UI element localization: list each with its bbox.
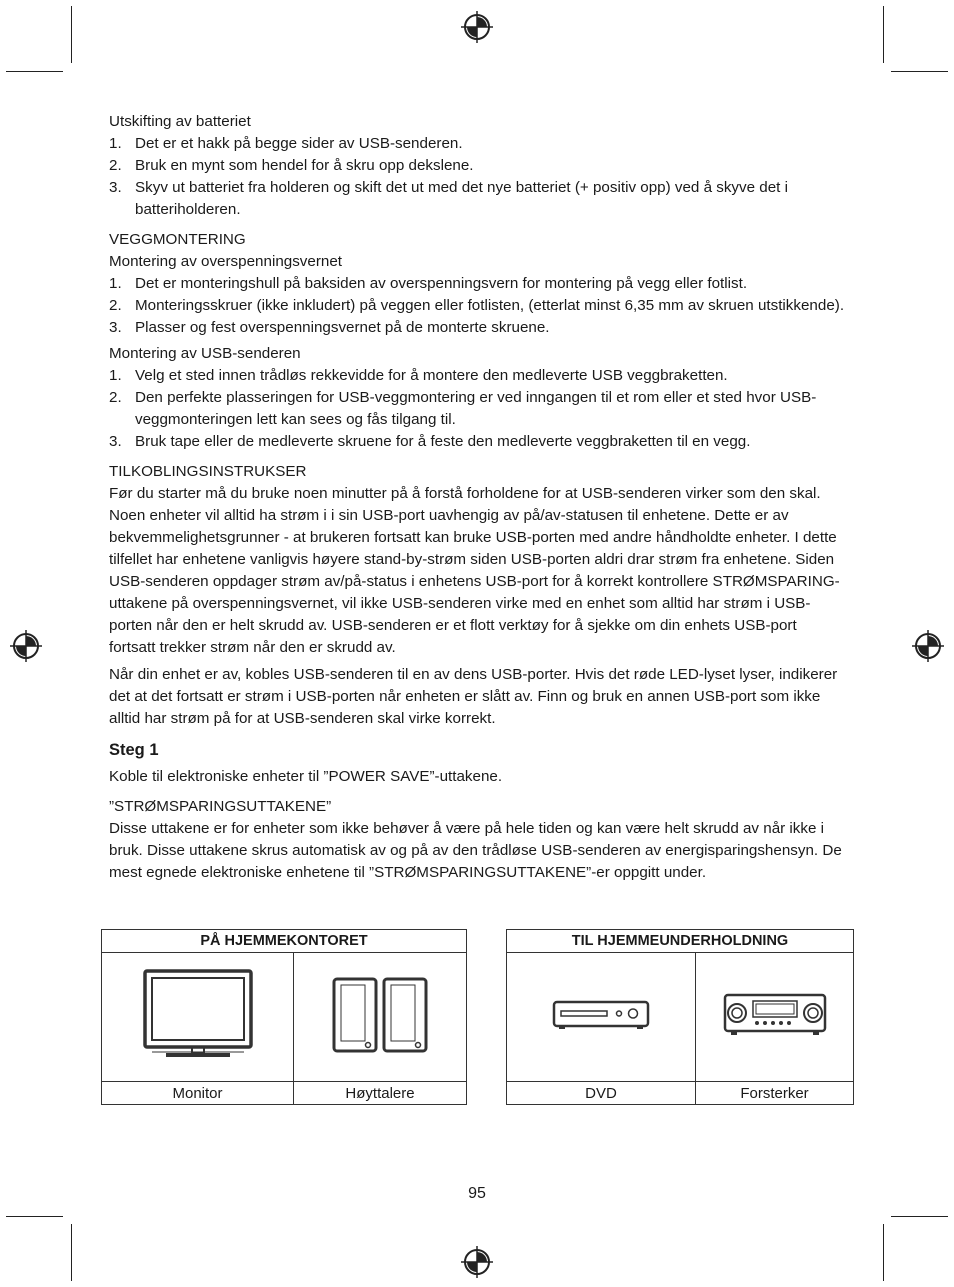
office-table-header: PÅ HJEMMEKONTORET (102, 930, 467, 953)
connection-paragraph-2: Når din enhet er av, kobles USB-senderen til en av dens USB-porter. Hvis det røde LED-lyset lyser, indikerer det at det fortsatt er strøm i USB-porten når enheten er slått av. Finn og bruk en annen USB-port som ikke alltid har strøm på for at USB-senderen skal virke korrekt. (109, 666, 838, 727)
dvd-player-icon (551, 999, 651, 1031)
battery-steps (109, 133, 845, 221)
surge-mount-title: Montering av overspenningsvernet (109, 253, 343, 270)
list-text: Bruk en mynt som hendel for å skru opp dekslene. (135, 157, 474, 174)
list-number: 2. (109, 297, 122, 314)
list-text: Monteringsskruer (ikke inkludert) på veggen eller fotlisten, (etterlat minst 6,35 mm av skruen utstikkende). (135, 297, 845, 314)
outlets-text: Disse uttakene er for enheter som ikke behøver å være på hele tiden og kan være helt skrudd av når ikke i bruk. Disse uttakene skrus automatisk av og på av den trådløse USB-senderen av energisparingshensyn. De mest egnede elektroniske enhetene til ”STRØMSPARINGSUTTAKENE”-er oppgitt under. (109, 820, 842, 881)
crop-mark (71, 6, 72, 63)
crop-mark (891, 71, 948, 72)
list-number: 3. (109, 433, 122, 450)
list-text: Plasser og fest overspenningsvernet på de monterte skruene. (135, 319, 550, 336)
monitor-label: Monitor (102, 1082, 294, 1105)
registration-mark-icon (912, 630, 944, 662)
monitor-icon (142, 969, 254, 1061)
page-number: 95 (468, 1185, 486, 1202)
entertainment-table (506, 929, 854, 1105)
list-number: 3. (109, 179, 122, 196)
registration-mark-icon (461, 1246, 493, 1278)
entertainment-table-header: TIL HJEMMEUNDERHOLDNING (507, 930, 854, 953)
crop-mark (6, 1216, 63, 1217)
usb-mount-title: Montering av USB-senderen (109, 345, 301, 362)
amplifier-cell (696, 953, 854, 1082)
list-number: 3. (109, 319, 122, 336)
connection-paragraph-1: Før du starter må du bruke noen minutter på å forstå forholdene for at USB-senderen virker som den skal. Noen enheter vil alltid ha strøm i i sin USB-port uavhengig av på/av-statusen til enhetene. Dette er av bekvemmelighetsgrunner - at brukeren fortsatt kan bruke USB-porten med andre håndholdte enheter. I dette tilfellet har enhetene vanligvis høyere stand-by-strøm siden USB-porten aldri drar strøm fra enhetene. Siden USB-senderen oppdager strøm av/på-status i enhetens USB-port for å korrekt kontrollere STRØMSPARING-uttakene på overspenningsvernet, vil ikke USB-senderen virke med en enhet som alltid har strøm i USB-porten når den er helt skrudd av. USB-senderen er et flott verktøy for å sjekke om din enhets USB-port fortsatt trekker strøm når den er skrudd av. (109, 485, 840, 656)
speakers-label: Høyttalere (294, 1082, 467, 1105)
list-item (109, 155, 845, 177)
list-number: 2. (109, 389, 122, 406)
crop-mark (71, 1224, 72, 1281)
list-text: Den perfekte plasseringen for USB-veggmontering er ved inngangen til et rom eller et sted hvor USB-veggmonteringen lett kan sees og fås tilgang til. (135, 389, 817, 428)
speakers-icon (330, 975, 430, 1055)
list-item (109, 387, 845, 431)
list-text: Det er et hakk på begge sider av USB-senderen. (135, 135, 463, 152)
crop-mark (891, 1216, 948, 1217)
list-text: Det er monteringshull på baksiden av overspenningsvern for montering på vegg eller fotlist. (135, 275, 748, 292)
outlets-title: ”STRØMSPARINGSUTTAKENE” (109, 798, 332, 815)
connection-title: TILKOBLINGSINSTRUKSER (109, 463, 307, 480)
crop-mark (883, 1224, 884, 1281)
list-item (109, 365, 845, 387)
list-text: Bruk tape eller de medleverte skruene for å feste den medleverte veggbraketten til en vegg. (135, 433, 751, 450)
list-item (109, 133, 845, 155)
page-content (109, 111, 845, 884)
office-table (101, 929, 467, 1105)
list-number: 2. (109, 157, 122, 174)
step1-heading: Steg 1 (109, 741, 159, 759)
list-item (109, 177, 845, 221)
amplifier-label: Forsterker (696, 1082, 854, 1105)
wall-mount-title: VEGGMONTERING (109, 231, 246, 248)
crop-mark (883, 6, 884, 63)
list-number: 1. (109, 275, 122, 292)
list-item (109, 295, 845, 317)
registration-mark-icon (10, 630, 42, 662)
monitor-cell (102, 953, 294, 1082)
list-text: Velg et sted innen trådløs rekkevidde for å montere den medleverte USB veggbraketten. (135, 367, 728, 384)
step1-text: Koble til elektroniske enheter til ”POWER SAVE”-uttakene. (109, 768, 503, 785)
device-tables (101, 929, 853, 1105)
list-number: 1. (109, 135, 122, 152)
list-item (109, 317, 845, 339)
list-item (109, 431, 845, 453)
registration-mark-icon (461, 11, 493, 43)
dvd-label: DVD (507, 1082, 696, 1105)
amplifier-icon (723, 993, 827, 1037)
battery-title: Utskifting av batteriet (109, 113, 251, 130)
list-text: Skyv ut batteriet fra holderen og skift det ut med det nye batteriet (+ positiv opp) ved å skyve det i batteriholderen. (135, 179, 788, 218)
surge-mount-steps (109, 273, 845, 339)
dvd-cell (507, 953, 696, 1082)
list-number: 1. (109, 367, 122, 384)
list-item (109, 273, 845, 295)
crop-mark (6, 71, 63, 72)
usb-mount-steps (109, 365, 845, 453)
speakers-cell (294, 953, 467, 1082)
